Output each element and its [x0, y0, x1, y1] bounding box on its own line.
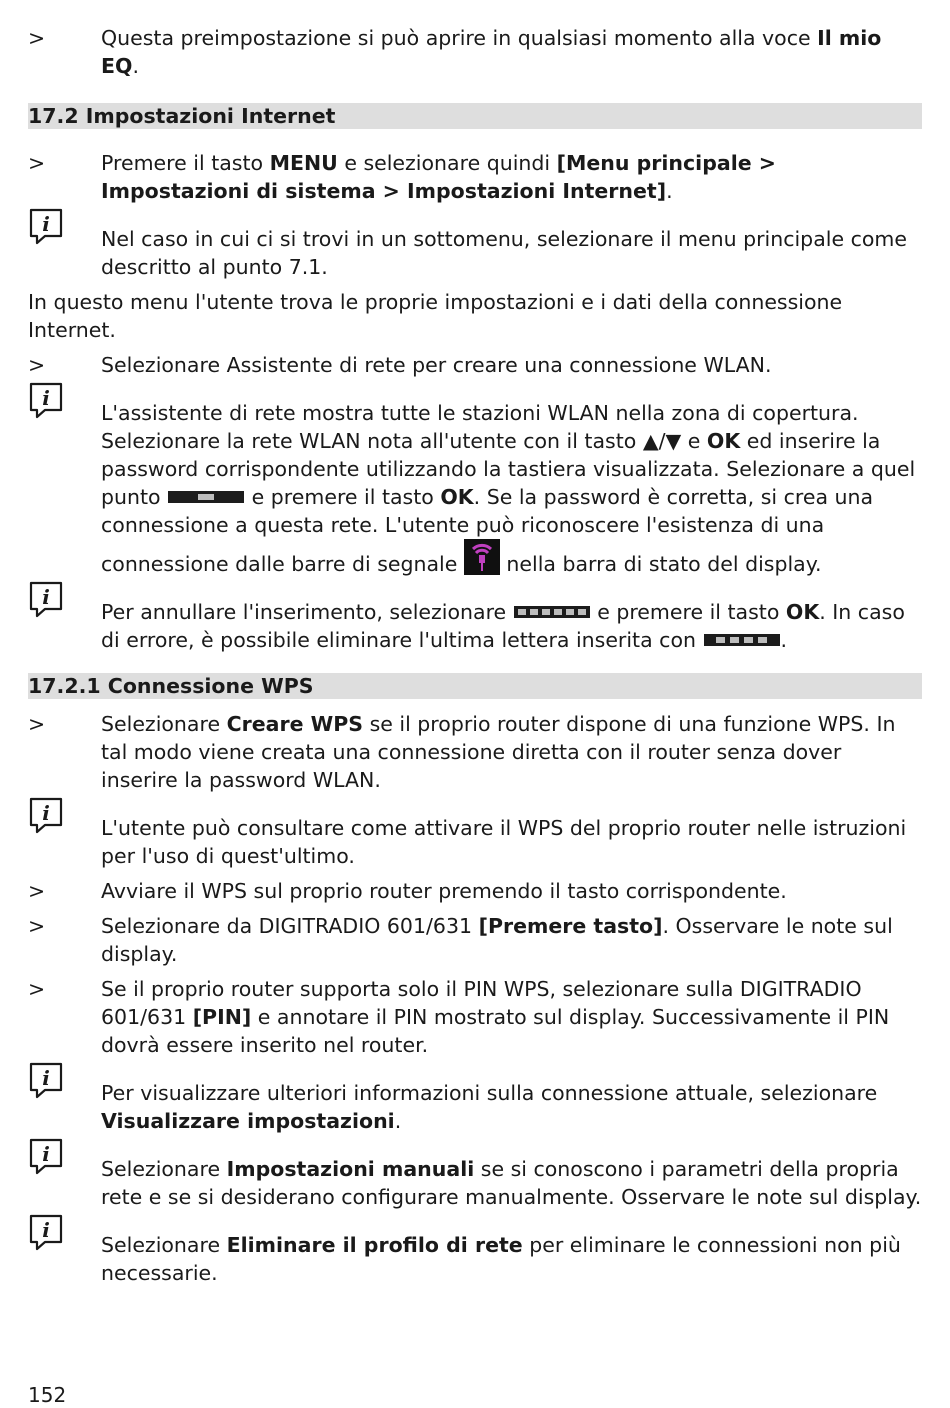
note-view-settings: [28, 1059, 922, 1135]
step-marker: >: [28, 353, 46, 377]
ok-key-icon: [168, 491, 244, 503]
bold-text: [Premere tasto]: [478, 914, 663, 938]
bold-text: [Menu principale > Impostazioni di sistema > Impostazioni Internet]: [101, 151, 776, 203]
backspace-key-icon: [704, 634, 780, 646]
text: Selezionare: [101, 712, 227, 736]
text: .: [780, 628, 788, 652]
info-note-icon: [28, 207, 58, 252]
svg-text:i: i: [42, 1142, 50, 1166]
text: Selezionare Assistente di rete per creare una connessione WLAN.: [101, 353, 772, 377]
text: . Osservare le note sul display.: [101, 914, 893, 966]
paragraph-menu-info: [28, 288, 922, 344]
manual-page: [28, 24, 922, 1287]
text: e premere il tasto: [245, 485, 441, 509]
text: In questo menu l'utente trova le proprie impostazioni e i dati della connessione Internet.: [28, 290, 843, 342]
text: Avviare il WPS sul proprio router premendo il tasto corrispondente.: [101, 879, 787, 903]
svg-text:i: i: [42, 1218, 50, 1242]
step-marker: >: [28, 712, 46, 736]
info-note-icon: [28, 1213, 58, 1258]
text: e annotare il PIN mostrato sul display. Successivamente il PIN dovrà essere inserito nel router.: [101, 1005, 890, 1057]
text: .: [132, 54, 139, 78]
text: Selezionare: [101, 1233, 227, 1257]
text: se il proprio router dispone di una funzione WPS. In tal modo viene creata una connessione diretta con il router senza dover inserire la password WLAN.: [101, 712, 896, 792]
step-create-wps: [28, 710, 922, 794]
wlan-signal-icon: [464, 539, 500, 575]
bold-text: Eliminare il profilo di rete: [226, 1233, 523, 1257]
text: Questa preimpostazione si può aprire in qualsiasi momento alla voce: [101, 26, 818, 50]
text: Nel caso in cui ci si trovi in un sottomenu, selezionare il menu principale come descritto al punto 7.1.: [101, 227, 907, 279]
text: .: [666, 179, 673, 203]
note-network-assistant: [28, 379, 922, 578]
bold-text: MENU: [269, 151, 338, 175]
svg-text:i: i: [42, 801, 50, 825]
info-note-icon: [28, 580, 58, 625]
step-marker: >: [28, 977, 46, 1001]
bold-text: OK: [706, 429, 741, 453]
bold-text: Il mio EQ: [101, 26, 882, 78]
step-marker: >: [28, 151, 46, 175]
bold-text: Creare WPS: [226, 712, 364, 736]
up-down-arrows: ▲/▼: [642, 429, 682, 453]
text: nella barra di stato del display.: [499, 552, 822, 576]
note-submenu: [28, 205, 922, 281]
note-cancel-input: [28, 578, 922, 654]
info-note-icon: [28, 1061, 58, 1106]
step-marker: >: [28, 914, 46, 938]
text: Selezionare da DIGITRADIO 601/631: [101, 914, 479, 938]
text: ed inserire la password corrispondente utilizzando la tastiera visualizzata. Selezionare a quel punto: [101, 429, 916, 509]
step-marker: >: [28, 26, 46, 50]
text: e: [681, 429, 707, 453]
step-marker: >: [28, 879, 46, 903]
bold-text: Impostazioni manuali: [226, 1157, 475, 1181]
note-manual-settings: [28, 1135, 922, 1211]
info-note-icon: [28, 796, 58, 841]
svg-text:i: i: [42, 1066, 50, 1090]
step-start-wps: [28, 877, 922, 905]
step-open-my-eq: [28, 24, 922, 80]
text: se si conoscono i parametri della propria rete e se si desiderano configurare manualmente. Osservare le note sul display.: [101, 1157, 922, 1209]
text: Per visualizzare ulteriori informazioni sulla connessione attuale, selezionare: [101, 1081, 878, 1105]
bold-text: OK: [785, 600, 820, 624]
step-wps-pin: [28, 975, 922, 1059]
text: Se il proprio router supporta solo il PIN WPS, selezionare sulla DIGITRADIO 601/631: [101, 977, 862, 1029]
bold-text: OK: [440, 485, 474, 509]
text: per eliminare le connessioni non più necessarie.: [101, 1233, 901, 1285]
note-wps-router: [28, 794, 922, 870]
note-delete-profile: [28, 1211, 922, 1287]
text: Premere il tasto: [101, 151, 270, 175]
step-open-internet-settings: [28, 149, 922, 205]
text: L'utente può consultare come attivare il WPS del proprio router nelle istruzioni per l'uso di quest'ultimo.: [101, 816, 907, 868]
svg-text:i: i: [42, 212, 50, 236]
text: . In caso di errore, è possibile eliminare l'ultima lettera inserita con: [101, 600, 905, 652]
text: e premere il tasto: [590, 600, 786, 624]
text: Selezionare: [101, 1157, 227, 1181]
page-number: 152: [28, 1383, 67, 1407]
bold-text: Visualizzare impostazioni: [101, 1109, 395, 1133]
step-press-key: [28, 912, 922, 968]
section-heading-17-2: 17.2 Impostazioni Internet: [28, 103, 922, 129]
text: L'assistente di rete mostra tutte le stazioni WLAN nella zona di copertura. Selezionare la rete WLAN nota all'utente con il tasto: [101, 401, 859, 453]
info-note-icon: [28, 1137, 58, 1182]
text: e selezionare quindi: [337, 151, 557, 175]
bold-text: [PIN]: [192, 1005, 252, 1029]
info-note-icon: [28, 381, 58, 426]
section-heading-17-2-1: 17.2.1 Connessione WPS: [28, 673, 922, 699]
cancel-key-icon: [514, 606, 590, 618]
text: Per annullare l'inserimento, selezionare: [101, 600, 513, 624]
svg-text:i: i: [42, 585, 50, 609]
text: . Se la password è corretta, si crea una connessione a questa rete. L'utente può riconoscere l'esistenza di una connessione dalle barre di segnale: [101, 485, 874, 576]
text: .: [394, 1109, 402, 1133]
step-network-assistant: [28, 351, 922, 379]
svg-text:i: i: [42, 386, 50, 410]
